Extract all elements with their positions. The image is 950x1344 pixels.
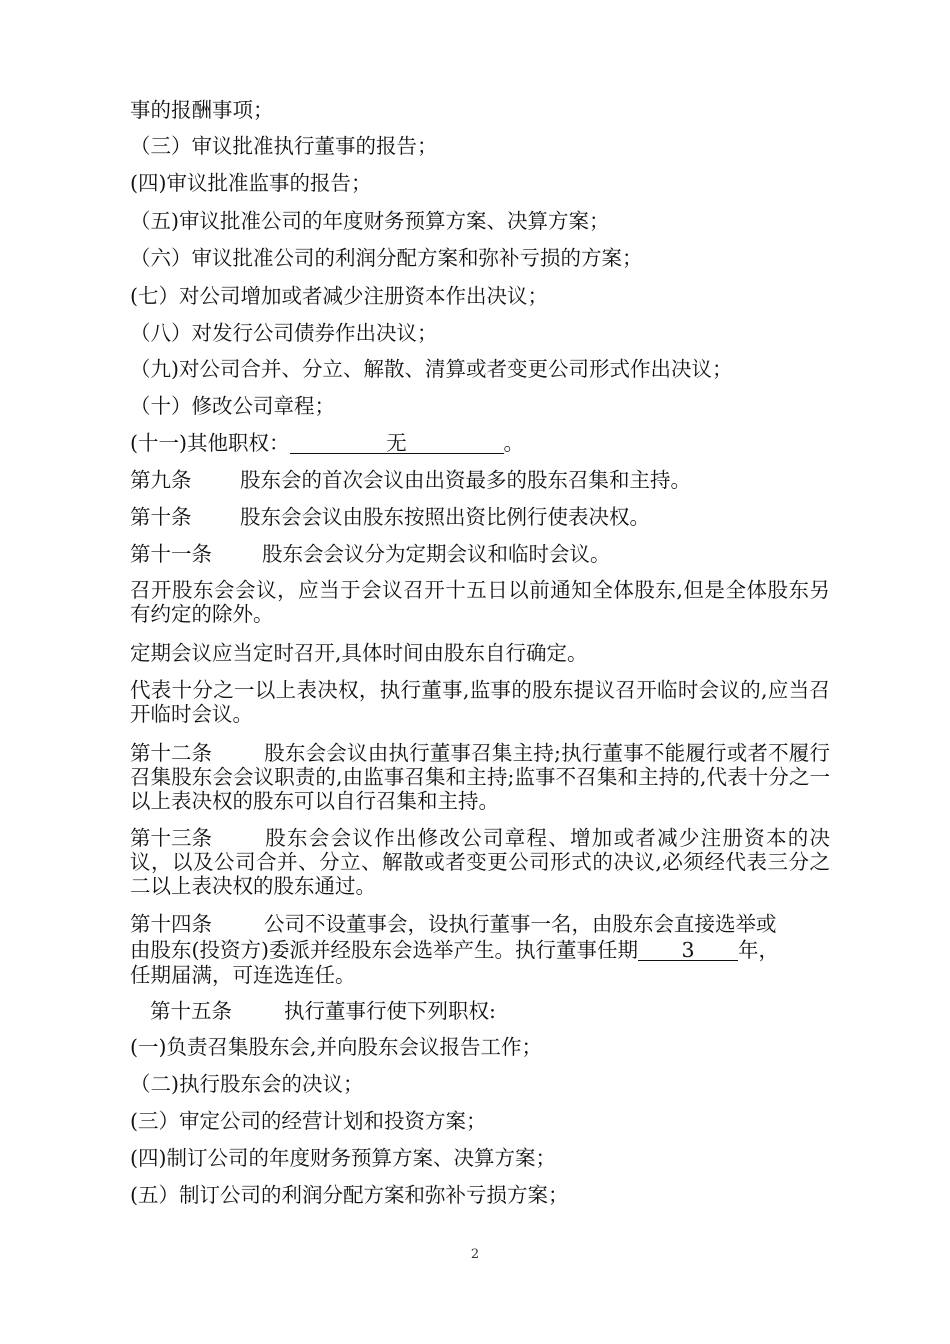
paragraph-temporary-meeting: 代表十分之一以上表决权，执行董事,监事的股东提议召开临时会议的,应当召开临时会议。 [130, 678, 830, 726]
article-text: 年， [738, 938, 779, 962]
article-15 [150, 999, 496, 1023]
article-text: 股东会会议由股东按照出资比例行使表决权。 [240, 505, 650, 529]
article-number: 第十条 [130, 505, 192, 529]
text-line: （八）对发行公司债券作出决议； [130, 321, 438, 345]
article-14-line-2 [130, 938, 779, 962]
article-number: 第十五条 [150, 999, 232, 1023]
article-13 [130, 826, 830, 898]
text-line: （十）修改公司章程； [130, 394, 335, 418]
text-line: （九)对公司合并、分立、解散、清算或者变更公司形式作出决议； [130, 357, 733, 381]
text-line: （六）审议批准公司的利润分配方案和弥补亏损的方案； [130, 246, 643, 270]
article-number: 第十三条 [130, 826, 212, 850]
line-end: 。 [503, 431, 524, 455]
article-text: 由股东(投资方)委派并经股东会选举产生。执行董事任期 [130, 938, 638, 962]
text-line: (五）制订公司的利润分配方案和弥补亏损方案； [130, 1183, 569, 1207]
article-number: 第十一条 [130, 542, 212, 566]
article-text: 股东会会议分为定期会议和临时会议。 [262, 542, 611, 566]
article-9 [130, 468, 691, 492]
article-text: 执行董事行使下列职权: [284, 999, 496, 1023]
text-line: (四)制订公司的年度财务预算方案、决算方案； [130, 1146, 556, 1170]
article-text: 股东会的首次会议由出资最多的股东召集和主持。 [240, 468, 691, 492]
other-powers-line [130, 431, 524, 455]
article-text: 股东会会议作出修改公司章程、增加或者减少注册资本的决议，以及公司合并、分立、解散或者变更公司形式的决议,必须经代表三分之二以上表决权的股东通过。 [130, 826, 830, 898]
article-number: 第十四条 [130, 912, 212, 936]
paragraph-notice: 召开股东会会议，应当于会议召开十五日以前通知全体股东,但是全体股东另有约定的除外。 [130, 578, 830, 626]
term-years-blank: 3 [638, 940, 738, 961]
other-powers-label: (十一)其他职权： [130, 431, 290, 455]
page-number: 2 [470, 1247, 480, 1262]
article-14-line-3: 任期届满，可连选连任。 [130, 963, 356, 987]
text-line: （五)审议批准公司的年度财务预算方案、决算方案； [130, 209, 610, 233]
text-line: (三）审定公司的经营计划和投资方案； [130, 1109, 487, 1133]
text-line: （二)执行股东会的决议； [130, 1072, 364, 1096]
article-14-line-1 [130, 912, 777, 936]
text-line: (一)负责召集股东会,并向股东会议报告工作； [130, 1035, 543, 1059]
article-number: 第九条 [130, 468, 192, 492]
article-10 [130, 505, 650, 529]
article-text: 公司不设董事会，设执行董事一名，由股东会直接选举或 [264, 912, 777, 936]
text-line: 事的报酬事项； [130, 98, 274, 122]
article-12 [130, 741, 830, 813]
other-powers-blank: 无 [290, 433, 504, 454]
article-11 [130, 542, 611, 566]
article-number: 第十二条 [130, 741, 212, 765]
text-line: (七）对公司增加或者减少注册资本作出决议； [130, 284, 548, 308]
article-text: 股东会会议由执行董事召集主持;执行董事不能履行或者不履行召集股东会会议职责的,由监事召集和主持;监事不召集和主持的,代表十分之一以上表决权的股东可以自行召集和主持。 [130, 741, 830, 813]
text-line: (四)审议批准监事的报告； [130, 171, 372, 195]
paragraph-regular-meeting: 定期会议应当定时召开,具体时间由股东自行确定。 [130, 641, 588, 665]
text-line: （三）审议批准执行董事的报告； [130, 134, 438, 158]
